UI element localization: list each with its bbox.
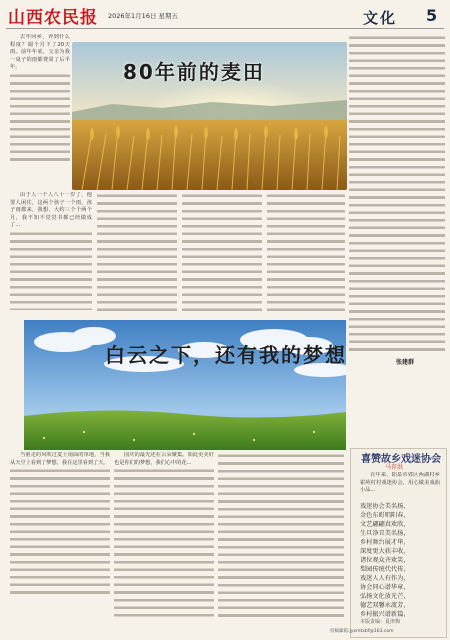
header-rule [6, 28, 444, 29]
article2-paragraph: 当童走的风吹过麦土南面的草地，当我从天空上看到了梦想，我在这里看到了天。 [10, 452, 110, 466]
sidebar-box-author: 马存洪 [385, 464, 404, 471]
article1-column-right [349, 34, 445, 354]
article2-text-lines [114, 467, 214, 617]
article1-column-d [267, 192, 345, 314]
article1-paragraph: 由于人一个人八十一岁了，他要人闲住，这两个孩子一个雨，孩子雨都来，我想，大约三个个两个月，我不知不觉觉书都已经做成了... [10, 192, 92, 229]
poem-line: 深度更大获丰收， [360, 548, 410, 555]
sidebar-box-title: 喜赞故乡戏迷协会 [361, 454, 441, 465]
poem-line: 德艺双馨永流芳， [360, 602, 410, 609]
poem-line: 诸位观众齐欢笑， [360, 557, 410, 564]
poem-line: 戏迷协会美名扬， [360, 503, 410, 510]
article1-text-lines [10, 230, 92, 310]
article2-column-2 [114, 452, 214, 636]
section-title: 文化 [363, 9, 398, 27]
article1-text-lines [349, 34, 445, 354]
sidebar-intro [360, 472, 440, 502]
poem-line: 文艺翩翩真欢欣， [360, 521, 410, 528]
article2-column-3 [218, 452, 344, 622]
article2-headline: 白云之下，还有我的梦想 [105, 343, 347, 367]
poem-line: 戏迷人人有作为， [360, 575, 410, 582]
poem-line: 乡村振兴谱新篇， [360, 611, 410, 618]
article1-column-a [10, 192, 92, 314]
article2-text-lines [10, 467, 110, 597]
page-number: 5 [426, 6, 438, 25]
article1-column-1 [10, 34, 70, 186]
poem-line: 乡村舞台展才华， [360, 539, 410, 546]
poem-lines [360, 502, 440, 619]
poem-line: 协会同心谱华章， [360, 584, 410, 591]
poem-line: 弘扬文化放光芒， [360, 593, 410, 600]
issue-date: 2026年1月16日 星期五 [108, 12, 179, 20]
article1-headline: 80年前的麦田 [123, 60, 265, 84]
article1-column-c [182, 192, 262, 314]
submission-email[interactable]: 投稿邮箱:jyxmtxbf@163.com [330, 629, 394, 634]
sidebar-intro-text: 百年来，阳泉市郊区两湖村乡霍岭村村戏迷协会，用心做美戏曲小品... [360, 472, 440, 494]
poem-line: 金色东町唱阳春， [360, 512, 410, 519]
article1-text-lines [10, 72, 70, 162]
poem-line: 生旦净丑美名扬， [360, 530, 410, 537]
article1-byline: 张建群 [396, 359, 415, 366]
masthead-logo: 山西农民报 [8, 8, 98, 28]
poem-line: 梨园传统代代传， [360, 566, 410, 573]
page-editor: 本版责编：夏津梅 [360, 619, 401, 625]
article2-column-1 [10, 452, 110, 636]
article1-column-b [97, 192, 177, 314]
article2-paragraph: 国庆的最先还在云朵聚集。如此更美好也是你们的梦想，我们心中的花... [114, 452, 214, 466]
article1-paragraph: 去年回乡，养到什么程度？阔个月下了20天雨。前年年底，父亲为我一桌子的雨都费周了后半年。 [10, 34, 70, 71]
